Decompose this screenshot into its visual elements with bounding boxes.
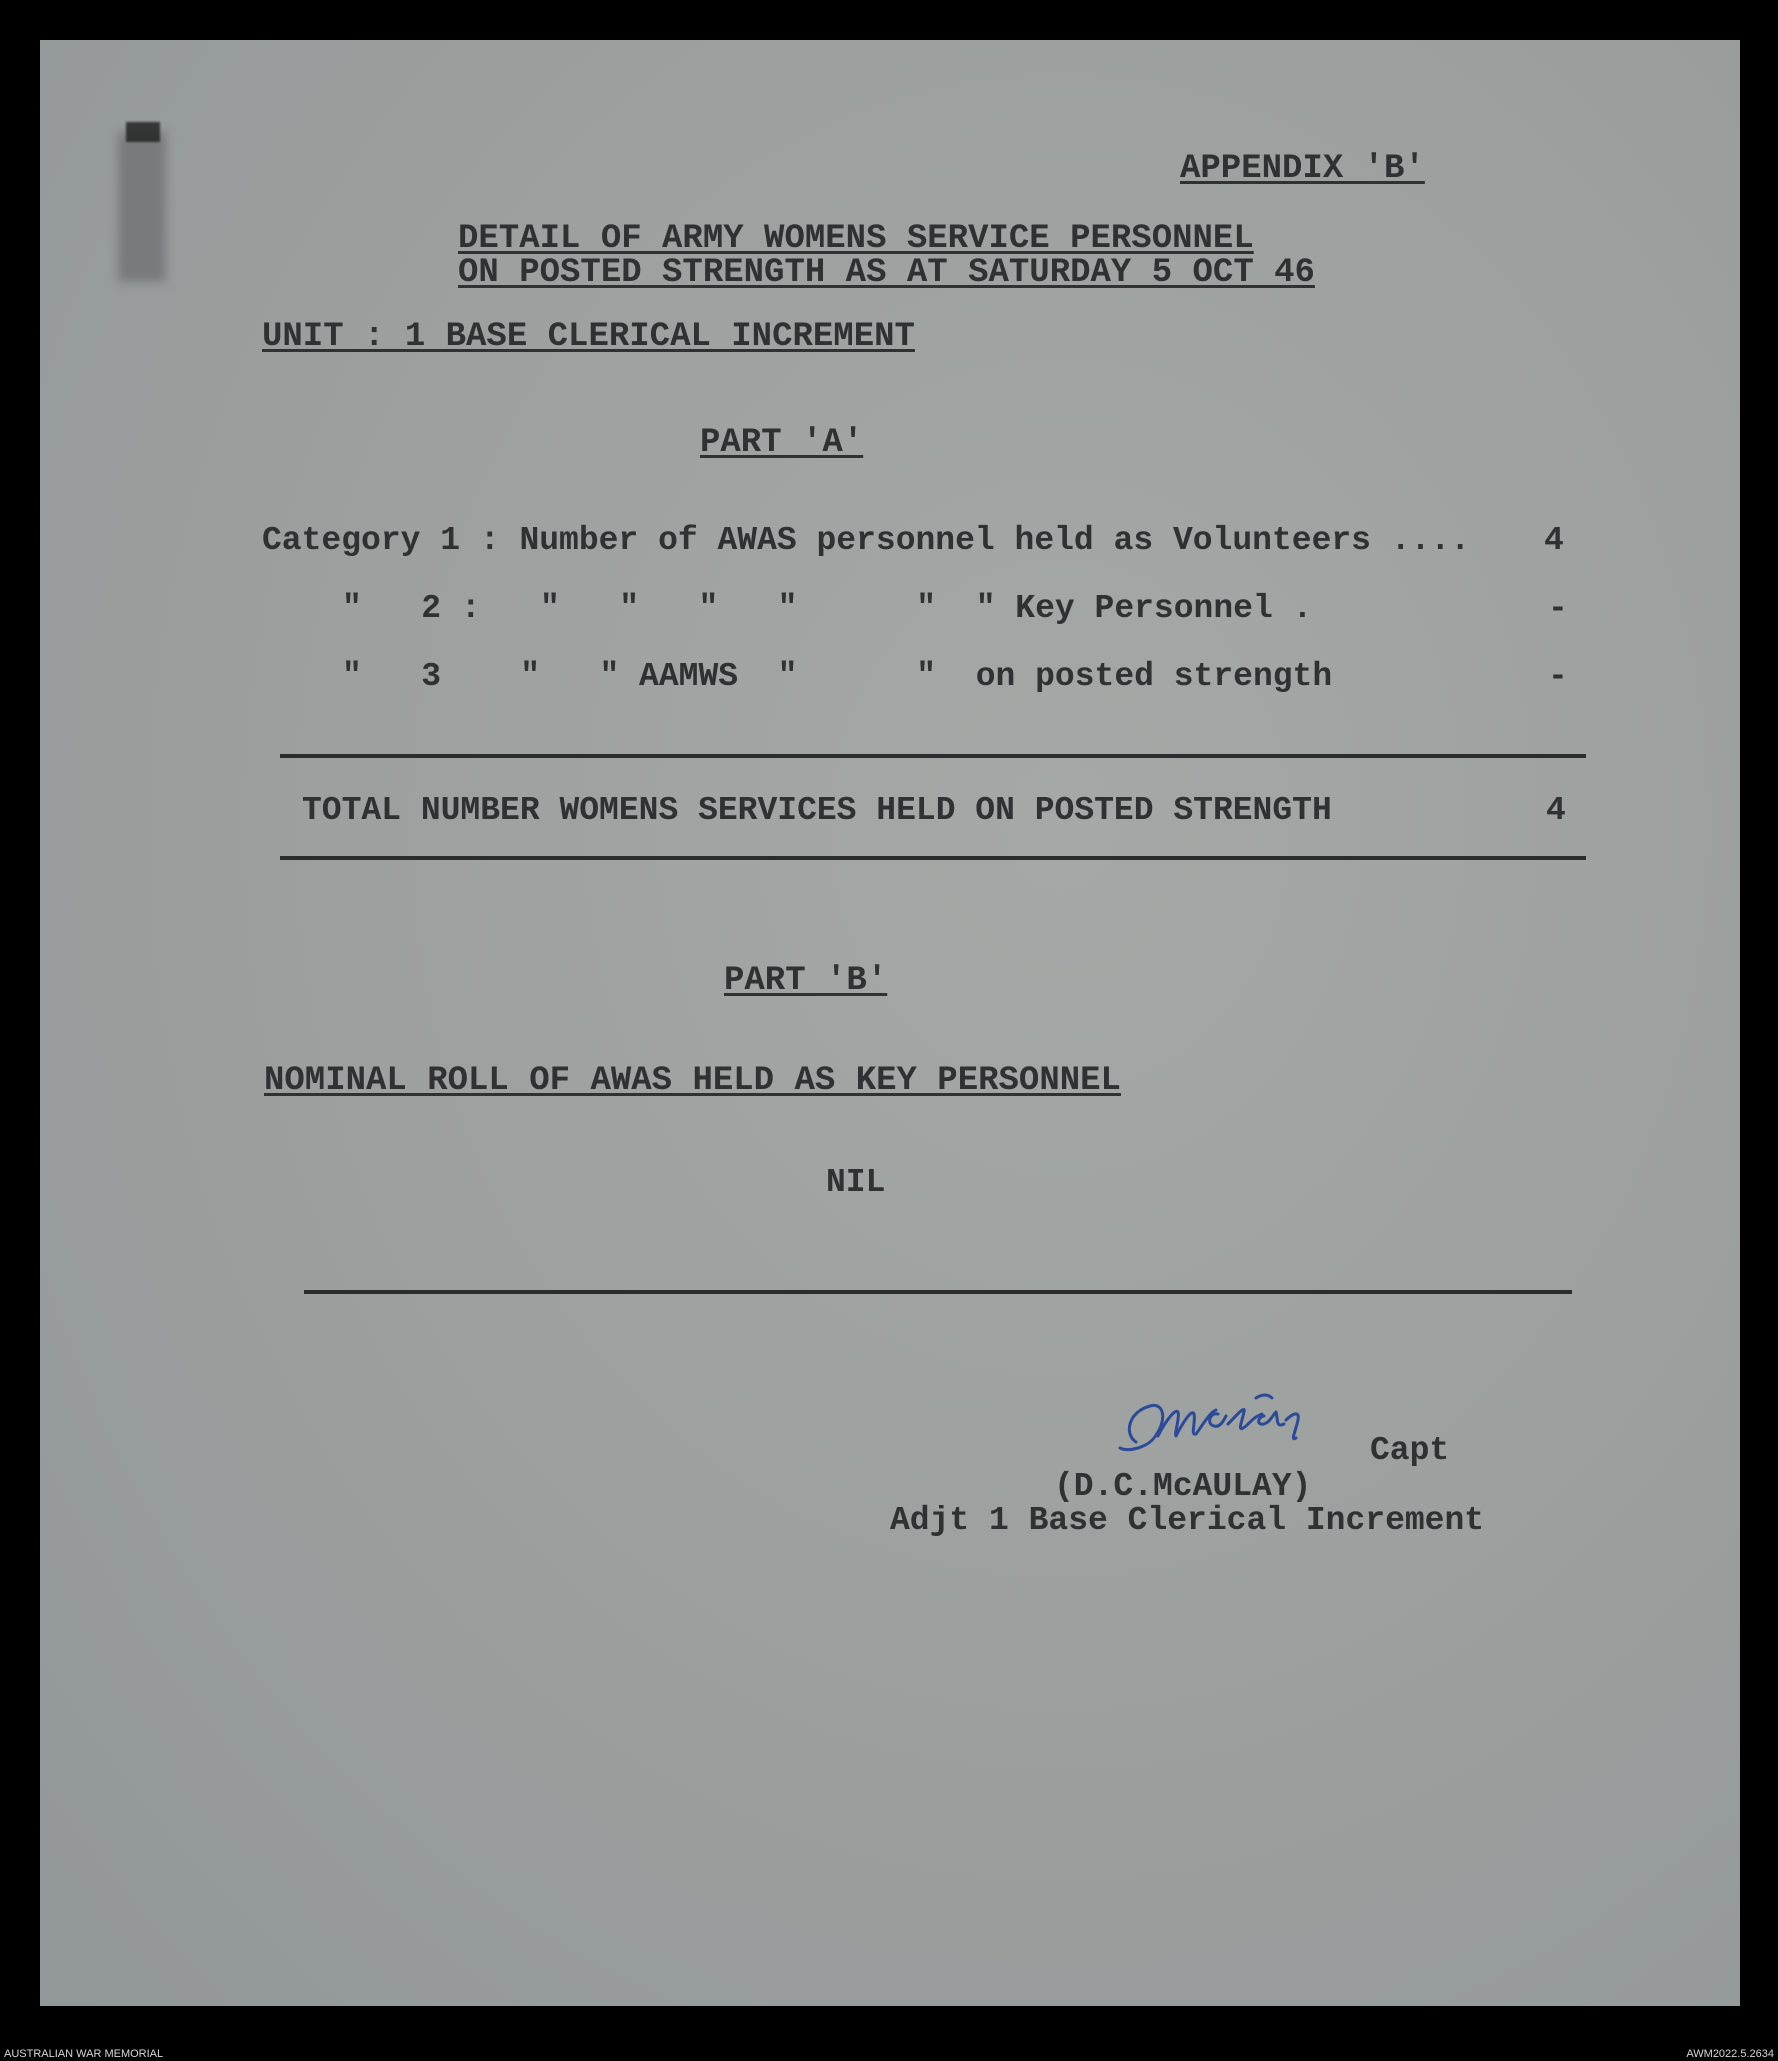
footer-institution: AUSTRALIAN WAR MEMORIAL (4, 2048, 164, 2060)
total-label: TOTAL NUMBER WOMENS SERVICES HELD ON POSTED STRENGTH (302, 792, 1332, 829)
category-row-3-value: - (1548, 658, 1568, 695)
paper-stain (118, 132, 166, 282)
signatory-appointment: Adjt 1 Base Clerical Increment (890, 1502, 1485, 1539)
category-row-1-value: 4 (1544, 522, 1564, 559)
title-line-2: ON POSTED STRENGTH AS AT SATURDAY 5 OCT 46 (458, 254, 1315, 292)
signatory-rank: Capt (1370, 1432, 1450, 1469)
signature-text: DCMcAulay (1106, 1390, 1112, 1391)
category-row-1: Category 1 : Number of AWAS personnel held as Volunteers .... (262, 522, 1470, 559)
nominal-roll-heading: NOMINAL ROLL OF AWAS HELD AS KEY PERSONNEL (264, 1062, 1121, 1100)
appendix-label: APPENDIX 'B' (1180, 150, 1425, 188)
paper-stain (126, 122, 160, 142)
signatory-name: (D.C.McAULAY) (1054, 1468, 1312, 1505)
divider-line (304, 1290, 1572, 1294)
divider-line (280, 754, 1586, 758)
category-row-3: " 3 " " AAMWS " " on posted strength (342, 658, 1333, 695)
category-row-2: " 2 : " " " " " " Key Personnel . (342, 590, 1313, 627)
title-line-1: DETAIL OF ARMY WOMENS SERVICE PERSONNEL (458, 220, 1254, 258)
part-b-heading: PART 'B' (724, 962, 888, 1000)
part-a-heading: PART 'A' (700, 424, 864, 462)
footer-accession-number: AWM2022.5.2634 (1686, 2048, 1774, 2060)
category-row-2-value: - (1548, 590, 1568, 627)
handwritten-signature (1106, 1390, 1356, 1470)
nominal-roll-value: NIL (826, 1164, 886, 1201)
divider-line (280, 856, 1586, 860)
unit-heading: UNIT : 1 BASE CLERICAL INCREMENT (262, 318, 915, 356)
total-value: 4 (1546, 792, 1566, 829)
